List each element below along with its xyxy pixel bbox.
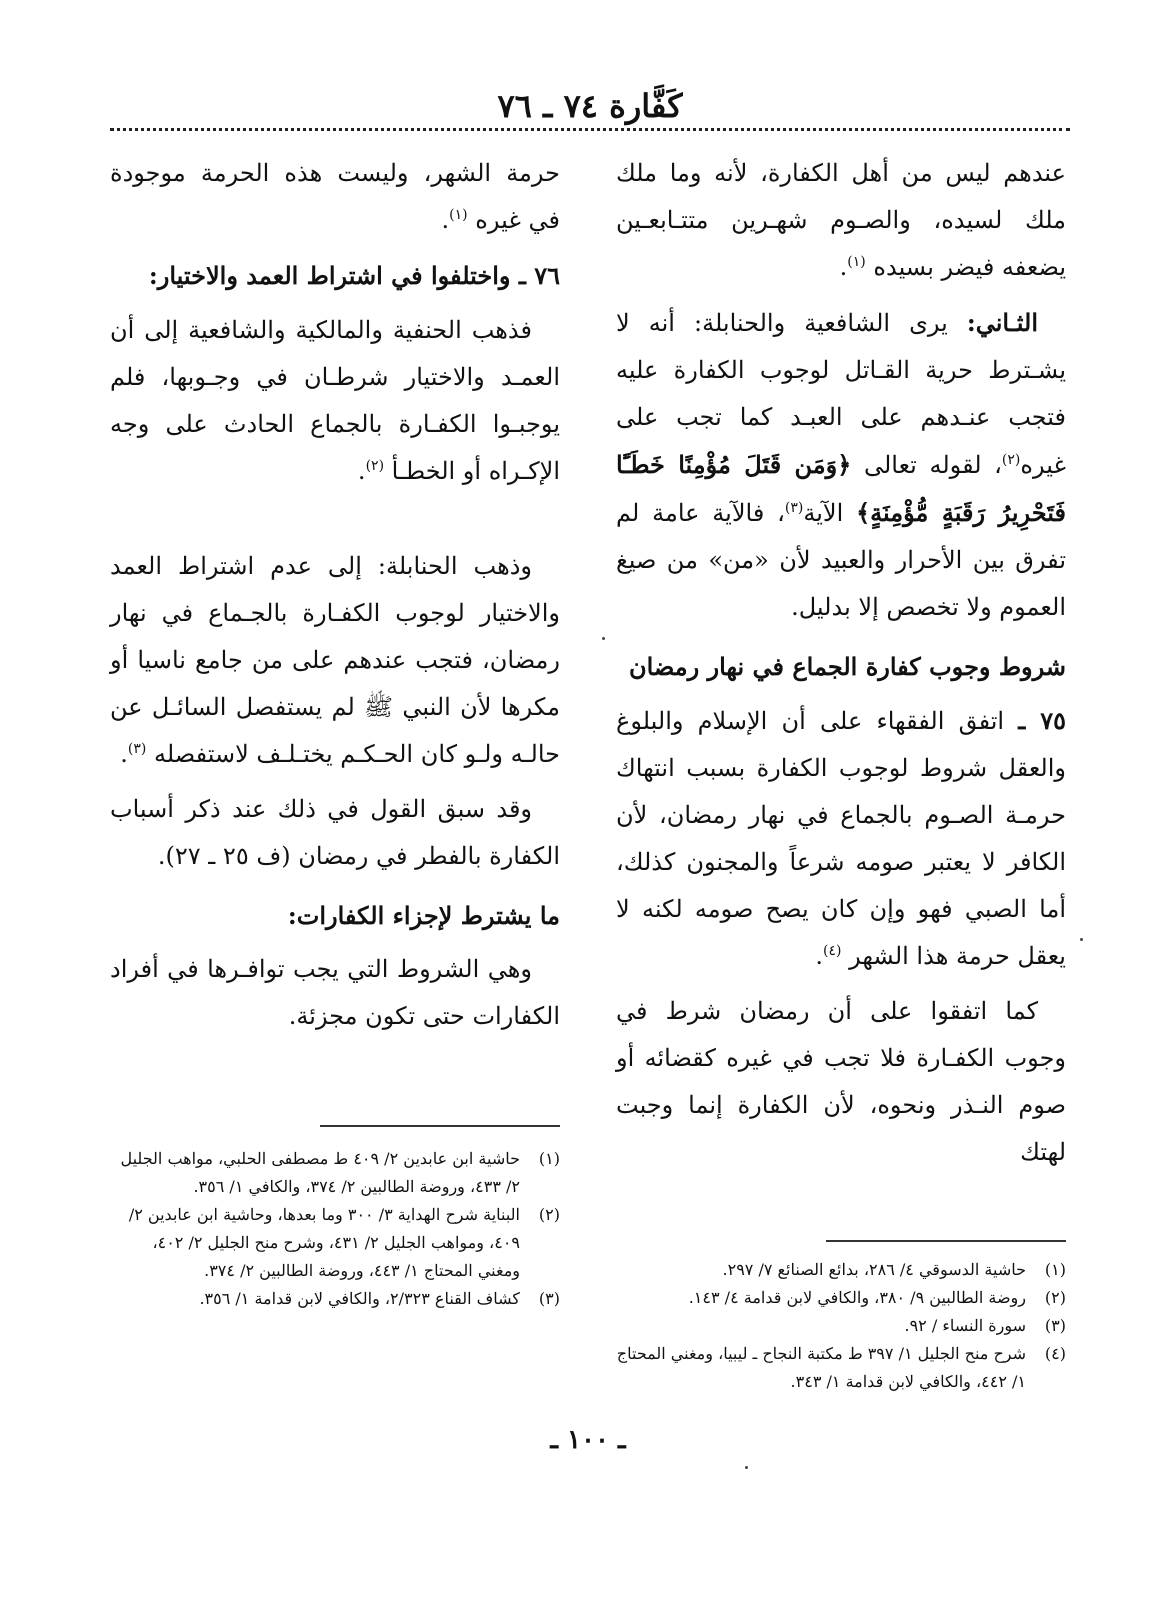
right-p1-text: عندهم ليس من أهل الكفارة، لأنه وما ملك ملك لسيده، والصـوم شهـرين متتـابعـين يضعفه فيضر بسيده [616,159,1066,281]
footnote-number: (٣) [538,1289,560,1308]
right-column [616,150,1066,1184]
footnote-text: شرح منح الجليل ١/ ٣٩٧ ط مكتبة النجاح ـ ليبيا، ومغني المحتاج ١/ ٤٤٢، والكافي لابن قدامة ١/ ٣٤٣. [616,1344,1026,1391]
right-p2-text-a: يرى الشافعية والحنابلة: أنه لا يشـترط حرية القـاتل لوجوب الكفارة عليه فتجب عنـدهم على العبـد كما تجب على غيره [616,309,1066,479]
running-header: كَفَّارة ٧٤ ـ ٧٦ [497,87,683,125]
right-p3-text: اتفق الفقهاء على أن الإسلام والبلوغ والعقل شروط لوجوب الكفارة بسبب انتهاك حرمـة الصـوم بالجماع في نهار رمضان، لأن الكافر لا يعتبر صومه شرعاً والمجنون كذلك، أما الصبي فهو وإن كان يصح صومه لكنه لا يعقل حرمة هذا الشهر [616,707,1066,970]
left-paragraph-6: وهي الشروط التي يجب توافـرها في أفراد الكفارات حتى تكون مجزئة. [110,955,560,1030]
left-paragraph-5: وقد سبق القول في ذلك عند ذكر أسباب الكفارة بالفطر في رمضان (ف ٢٥ ـ ٢٧). [110,795,560,870]
right-paragraph-1: عندهم ليس من أهل الكفارة، لأنه وما ملك ملك لسيده، والصـوم شهـرين متتـابعـين يضعفه فيضر بسيده $^{(١)}$. [616,159,1066,281]
footnote-item [616,1340,1066,1396]
footnote-text: كشاف القناع ٢/٣٢٣، والكافي لابن قدامة ١/ ٣٥٦. [199,1289,520,1308]
footnote-number: (١) [538,1149,560,1168]
footnote-number: (٢) [1044,1288,1066,1307]
header-dotted-rule [110,128,1070,131]
footnote-ref: (٢) [1001,452,1021,468]
footnotes-left [110,1145,560,1313]
paragraph-heading-76: ٧٦ ـ واختلفوا في اشتراط العمد والاختيار: [148,261,560,290]
section-heading-kaffarah-conditions: شروط وجوب كفارة الجماع في نهار رمضان [628,652,1066,681]
spacer [110,503,560,543]
footnote-item [616,1284,1066,1312]
left-p1-text: حرمة الشهر، وليست هذه الحرمة موجودة في غيره [110,159,560,234]
left-paragraph-4: وذهب الحنابلة: إلى عدم اشتراط العمد والاختيار لوجوب الكفـارة بالجـماع في نهار رمضان، فتجب عندهم على من جامع ناسيا أو مكرها لأن النبي ﷺ لم يستفصل السائـل عن حالـه ولـو كان الحـكـم يختـلـف لاستفصله $^{(٣)}$. [110,552,560,768]
right-p2-text-c: الآية [803,499,857,527]
footnote-text: حاشية ابن عابدين ٢/ ٤٠٩ ط مصطفى الحلبي، مواهب الجليل ٢/ ٤٣٣، وروضة الطالبين ٢/ ٣٧٤، والكافي ١/ ٣٥٦. [120,1149,520,1196]
footnote-item [616,1256,1066,1284]
print-speck [745,1466,748,1469]
footnote-item [110,1201,560,1285]
footnote-ref: (٢) [365,458,385,474]
left-paragraph-3: فذهب الحنفية والمالكية والشافعية إلى أن العمـد والاختيار شرطـان في وجـوبها، فلم يوجبـوا الكفـارة بالجماع الحادث على وجه الإكـراه أو الخطـأ $^{(٢)}$. [110,316,560,485]
left-p3-text: فذهب الحنفية والمالكية والشافعية إلى أن العمـد والاختيار شرطـان في وجـوبها، فلم يوجبـوا الكفـارة بالجماع الحادث على وجه الإكـراه أو الخطـأ [110,316,560,485]
footnote-ref: (١) [847,254,866,270]
left-p4-text: وذهب الحنابلة: إلى عدم اشتراط العمد والاختيار لوجوب الكفـارة بالجـماع في نهار رمضان، فتجب عندهم على من جامع ناسيا أو مكرها لأن النبي ﷺ لم يستفصل السائـل عن حالـه ولـو كان الحـكـم يختـلـف لاستفصله [110,552,560,768]
quran-verse: ﴿وَمَن قَتَلَ مُؤْمِنًا خَطَـًٔا فَتَحْرِيرُ رَقَبَةٍ مُّؤْمِنَةٍ﴾ [616,450,1066,527]
print-speck [1080,938,1083,941]
footnote-ref: (١) [449,207,468,223]
footnote-text: حاشية الدسوقي ٤/ ٢٨٦، بدائع الصنائع ٧/ ٢٩٧. [722,1260,1026,1279]
right-p2-text-b: ، لقوله تعالى [851,451,1002,479]
footnote-ref: (٤) [823,943,842,959]
footnote-text: روضة الطالبين ٩/ ٣٨٠، والكافي لابن قدامة ٤/ ١٤٣. [688,1288,1026,1307]
footnote-number: (١) [1044,1260,1066,1279]
right-p2-text-d: ، فالآية عامة لم تفرق بين الأحرار والعبيد لأن «من» من صيغ العموم ولا تخصص إلا بدليل. [616,499,1066,621]
footnote-separator-left [320,1125,560,1127]
footnote-number: (٣) [1044,1316,1066,1335]
footnote-ref: (٣) [784,500,804,516]
footnote-item [110,1145,560,1201]
footnote-separator-right [826,1240,1066,1242]
left-paragraph-1: حرمة الشهر، وليست هذه الحرمة موجودة في غيره $^{(١)}$. [110,159,560,234]
footnote-number: (٤) [1044,1344,1066,1363]
footnote-ref: (٣) [127,741,147,757]
print-speck [602,637,605,640]
footnote-text: البناية شرح الهداية ٣/ ٣٠٠ وما بعدها، وحاشية ابن عابدين ٢/ ٤٠٩، ومواهب الجليل ٢/ ٤٣١، وشرح منح الجليل ٢/ ٤٠٢، ومغني المحتاج ١/ ٤٤٣، وروضة الطالبين ٢/ ٣٧٤. [128,1205,520,1280]
right-paragraph-3: ٧٥ ـ اتفق الفقهاء على أن الإسلام والبلوغ والعقل شروط لوجوب الكفارة بسبب انتهاك حرمـة الصـوم بالجماع في نهار رمضان، لأن الكافر لا يعتبر صومه شرعاً والمجنون كذلك، أما الصبي فهو وإن كان يصح صومه لكنه لا يعقل حرمة هذا الشهر $^{(٤)}$. [616,706,1066,970]
footnote-item [110,1285,560,1313]
footnote-text: سورة النساء / ٩٢. [904,1316,1026,1335]
right-paragraph-2 [616,299,1066,631]
footnote-number: (٢) [538,1205,560,1224]
right-p2-lead: الثـاني: [966,308,1038,337]
right-paragraph-4: كما اتفقوا على أن رمضان شرط في وجوب الكفـارة فلا تجب في غيره كقضائه أو صوم النـذر ونحوه، لأن الكفارة إنما وجبت لهتك [616,997,1066,1166]
left-column [110,150,560,1048]
page-number: ـ ١٠٠ ـ [550,1425,626,1455]
paragraph-number-75: ٧٥ ـ [1018,706,1066,735]
footnotes-right [616,1256,1066,1396]
section-heading-expiation-requirements: ما يشترط لإجزاء الكفارات: [287,901,560,930]
footnote-item [616,1312,1066,1340]
